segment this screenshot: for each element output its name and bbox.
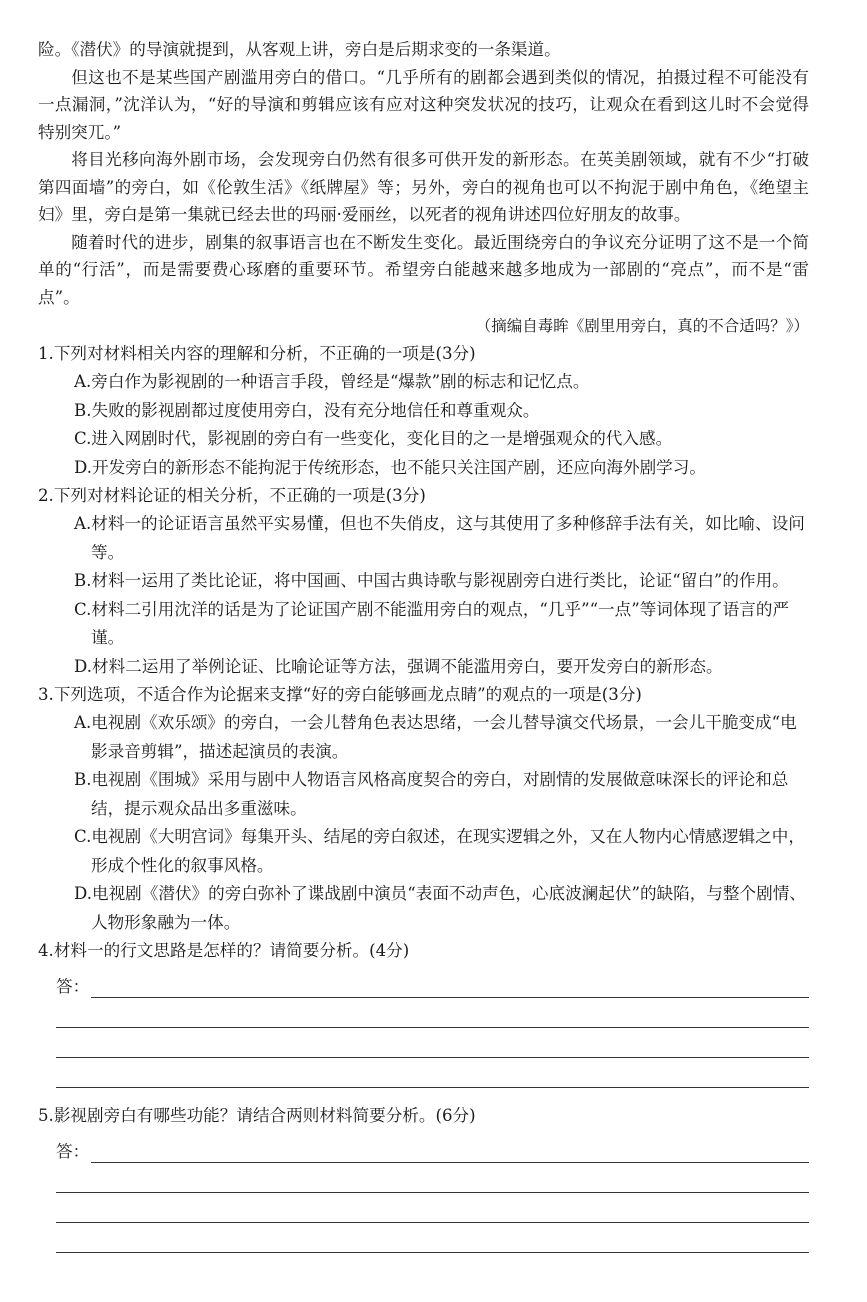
answer-line[interactable] <box>91 975 809 998</box>
passage-paragraph: 险。《潜伏》的导演就提到，从客观上讲，旁白是后期求变的一条渠道。 <box>38 40 561 59</box>
question-3 <box>38 681 809 937</box>
passage-paragraph: 将目光移向海外剧市场，会发现旁白仍然有很多可供开发的新形态。在英美剧领域，就有不少“打破第四面墙”的旁白，如《伦敦生活》《纸牌屋》等；另外，旁白的视角也可以不拘泥于剧中角色，《绝望主妇》里，旁白是第一集就已经去世的玛丽·爱丽丝，以死者的视角讲述四位好朋友的故事。 <box>38 150 809 224</box>
option-a: A.旁白作为影视剧的一种语言手段，曾经是“爆款”剧的标志和记忆点。 <box>74 372 590 391</box>
option-d: D.材料二运用了举例论证、比喻论证等方法，强调不能滥用旁白，要开发旁白的新形态。 <box>74 656 723 676</box>
passage-source: （摘编自毒眸《剧里用旁白，真的不合适吗？》） <box>475 317 809 335</box>
option-b: B.失败的影视剧都过度使用旁白，没有充分地信任和尊重观众。 <box>74 400 540 420</box>
passage-paragraph: 随着时代的进步，剧集的叙事语言也在不断发生变化。最近围绕旁白的争议充分证明了这不是一个简单的“行活”，而是需要费心琢磨的重要环节。希望旁白能越来越多地成为一部剧的“亮点”，而不是“雷点”。 <box>38 232 809 307</box>
question-stem: 3.下列选项，不适合作为论据来支撑“好的旁白能够画龙点睛”的观点的一项是(3分) <box>38 685 642 704</box>
answer-area[interactable] <box>38 969 809 1088</box>
option-c: C.材料二引用沈洋的话是为了论证国产剧不能滥用旁白的观点，“几乎”“一点”等词体现了语言的严谨。 <box>74 599 790 647</box>
answer-line[interactable] <box>56 1193 809 1223</box>
question-4 <box>38 937 809 1088</box>
answer-line[interactable] <box>56 1058 809 1088</box>
question-1 <box>38 340 809 482</box>
question-2 <box>38 482 809 681</box>
option-c: C.进入网剧时代，影视剧的旁白有一些变化，变化目的之一是增强观众的代入感。 <box>74 429 673 448</box>
question-5 <box>38 1102 809 1253</box>
option-d: D.电视剧《潜伏》的旁白弥补了谍战剧中演员“表面不动声色，心底波澜起伏”的缺陷，与整个剧情、人物形象融为一体。 <box>74 884 806 932</box>
question-stem: 1.下列对材料相关内容的理解和分析，不正确的一项是(3分) <box>38 344 476 363</box>
passage-paragraph: 但这也不是某些国产剧滥用旁白的借口。“几乎所有的剧都会遇到类似的情况，拍摄过程不可能没有一点漏洞，”沈洋认为，“好的导演和剪辑应该有应对这种突发状况的技巧，让观众在看到这儿时不会觉得特别突兀。” <box>38 67 809 142</box>
option-b: B.电视剧《围城》采用与剧中人物语言风格高度契合的旁白，对剧情的发展做意味深长的评论和总结，提示观众品出多重滋味。 <box>74 770 789 818</box>
option-a: A.材料一的论证语言虽然平实易懂，但也不失俏皮，这与其使用了多种修辞手法有关，如比喻、设问等。 <box>74 514 805 562</box>
question-stem: 4.材料一的行文思路是怎样的？请简要分析。(4分) <box>38 941 410 960</box>
question-stem: 5.影视剧旁白有哪些功能？请结合两则材料简要分析。(6分) <box>38 1106 476 1125</box>
option-b: B.材料一运用了类比论证，将中国画、中国古典诗歌与影视剧旁白进行类比，论证“留白”的作用。 <box>74 571 789 590</box>
option-a: A.电视剧《欢乐颂》的旁白，一会儿替角色表达思绪，一会儿替导演交代场景，一会儿干脆变成“电影录音剪辑”，描述起演员的表演。 <box>74 713 797 761</box>
answer-label: 答： <box>56 1142 90 1161</box>
option-c: C.电视剧《大明宫词》每集开头、结尾的旁白叙述，在现实逻辑之外，又在人物内心情感逻辑之中，形成个性化的叙事风格。 <box>74 827 805 875</box>
question-stem: 2.下列对材料论证的相关分析，不正确的一项是(3分) <box>38 486 426 505</box>
answer-label: 答： <box>56 977 90 996</box>
answer-line[interactable] <box>56 1028 809 1058</box>
answer-area[interactable] <box>38 1134 809 1253</box>
answer-line[interactable] <box>56 1223 809 1253</box>
answer-line[interactable] <box>56 998 809 1028</box>
answer-line[interactable] <box>91 1140 809 1163</box>
answer-line[interactable] <box>56 1163 809 1193</box>
option-d: D.开发旁白的新形态不能拘泥于传统形态，也不能只关注国产剧，还应向海外剧学习。 <box>74 457 706 477</box>
